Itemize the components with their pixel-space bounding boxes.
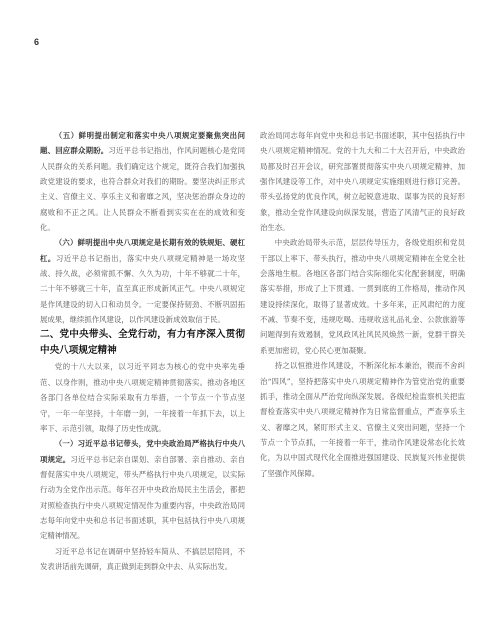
page-number: 6 bbox=[34, 37, 40, 47]
paragraph: 政治局同志每年向党中央和总书记书面述职，其中包括执行中央八项规定精神情况。党的十九大和二十大召开后，中央政治局都及时召开会议，研究部署贯彻落实中央八项规定精神、加强作风建设等工作，对中央八项规定实施细则进行修订完善。带头弘扬党的优良作风，树立起锐意进取、谋事为民的良好形象，推动全党作风建设向纵深发展，营造了风清气正的良好政治生态。 bbox=[260, 131, 465, 233]
subheading: （一）习近平总书记带头，党中央政治局严格执行中央八项规定。 bbox=[40, 439, 245, 464]
paragraph: 持之以恒推进作风建设，不断深化标本兼治，锲而不舍纠治“四风”，坚持把落实中央八项规定精神作为管党治党的重要抓手，推动全面从严治党向纵深发展。各级纪检监察机关把监督检查落实中央八项规定精神作为日常监督重点，严查享乐主义、奢靡之风，紧盯形式主义、官僚主义突出问题，坚持一个节点一个节点抓，一年接着一年干，推动作风建设常态化长效化，为以中国式现代化全面推进强国建设、民族复兴伟业提供了坚强作风保障。 bbox=[260, 361, 465, 478]
paragraph-text: 习近平总书记指出，作风问题核心是党同人民群众的关系问题。我们确定这个规定，既符合我们加强执政党建设的要求，也符合群众对我们的期盼。要坚决纠正形式主义、官僚主义、享乐主义和奢靡之风，坚决惩治群众身边的腐败和不正之风。让人民群众不断看到实实在在的成效和变化。 bbox=[40, 146, 245, 233]
subheading: （六）鲜明提出中央八项规定是长期有效的铁规矩、硬杠杠。 bbox=[40, 238, 245, 263]
paragraph-text: 习近平总书记亲自谋划、亲自部署、亲自推动、亲自督促落实中央八项规定，带头严格执行中央八项规定，以实际行动为全党作出示范。每年召开中央政治局民主生活会，都把对照检查执行中央八项规定情况作为重要内容，中央政治局同志每年向党中央和总书记书面述职，其中包括执行中央八项规定精神情况。 bbox=[40, 454, 245, 541]
paragraph: 党的十八大以来，以习近平同志为核心的党中央率先垂范、以身作则，推动中央八项规定精神贯彻落实。推动各地区各部门各单位结合实际采取有力举措，一个节点一个节点坚守，一年一年坚持，十年磨一剑，一年接着一年抓下去，以上率下、示范引领，取得了历史性成就。 bbox=[40, 362, 245, 433]
subheading: （五）鲜明提出制定和落实中央八项规定要聚焦突出问题、回应群众期盼。 bbox=[40, 131, 245, 156]
paragraph: 习近平总书记在调研中坚持轻车简从、不搞层层陪同，不发表讲话前先调研，真正做到走到群众中去、从实际出发。 bbox=[40, 546, 245, 571]
paragraph bbox=[40, 436, 245, 543]
paragraph bbox=[40, 128, 245, 235]
left-column bbox=[40, 128, 245, 574]
right-column bbox=[260, 128, 465, 481]
paragraph bbox=[40, 235, 245, 327]
section-title: 二、党中央带头、全党行动，有力有序深入贯彻中央八项规定精神 bbox=[40, 329, 245, 357]
paragraph-text: 习近平总书记指出，落实中央八项规定精神是一场攻坚战、持久战，必须常抓不懈、久久为功，十年不够就二十年，二十年不够就三十年，直至真正形成新风正气。中央八项规定是作风建设的切入口和动员令。一定要保持韧劲、不断巩固拓展成果，继续抓作风建设，以作风建设新成效取信于民。 bbox=[40, 253, 245, 325]
paragraph: 中央政治局带头示范，层层传导压力，各级党组织和党员干部以上率下、带头执行，推动中央八项规定精神在全党全社会落地生根。各地区各部门结合实际细化实化配套制度，明确落实举措，形成了上下贯通、一贯到底的工作格局，推动作风建设持续深化，取得了显著成效。十多年来，正风肃纪的力度不减、节奏不变，违规吃喝、违规收送礼品礼金、公款旅游等问题得到有效遏制，党风政风社风民风焕然一新，党群干群关系更加密切，党心民心更加凝聚。 bbox=[260, 238, 465, 355]
